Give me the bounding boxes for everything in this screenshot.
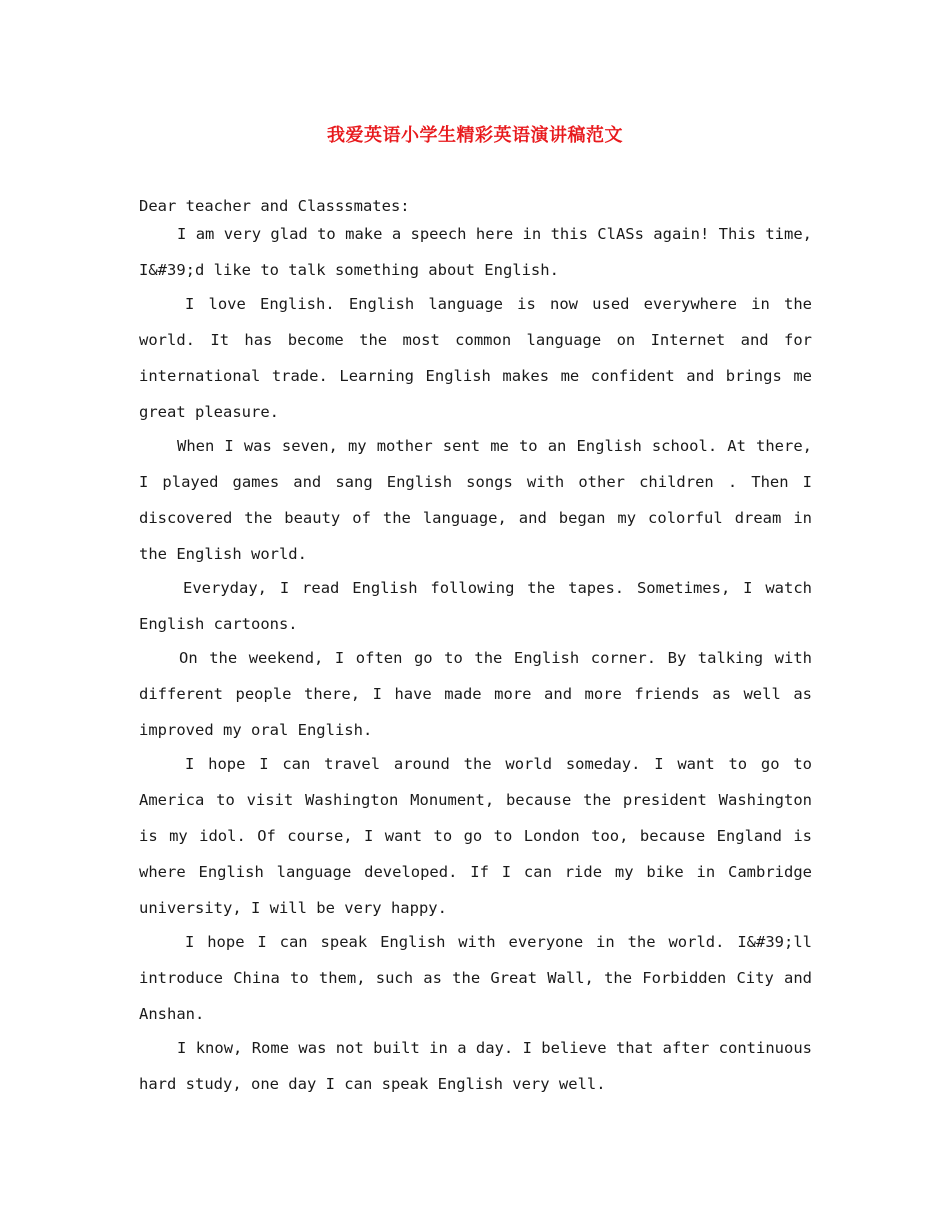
paragraph-5: On the weekend, I often go to the English corner. By talking with different people there, I have made more and more friends as well as improved my oral English. xyxy=(139,649,812,739)
paragraph-3: When I was seven, my mother sent me to an English school. At there, I played games and sang English songs with other children . Then I discovered the beauty of the language, and began my colorful dream in the English world. xyxy=(139,437,812,563)
salutation: Dear teacher and Classsmates: xyxy=(139,197,410,215)
document-title: 我爱英语小学生精彩英语演讲稿范文 xyxy=(327,125,623,146)
document-body xyxy=(139,194,812,1102)
paragraph-2: I love English. English language is now used everywhere in the world. It has become the most common language on Internet and for international trade. Learning English makes me confident and brings me great pleasure. xyxy=(139,295,812,421)
paragraph-4: Everyday, I read English following the tapes. Sometimes, I watch English cartoons. xyxy=(139,579,812,633)
paragraph-8: I know, Rome was not built in a day. I believe that after continuous hard study, one day I can speak English very well. xyxy=(139,1039,812,1093)
paragraph-1: I am very glad to make a speech here in this ClASs again! This time, I&#39;d like to talk something about English. xyxy=(139,225,812,279)
paragraph-7: I hope I can speak English with everyone in the world. I&#39;ll introduce China to them, such as the Great Wall, the Forbidden City and Anshan. xyxy=(139,933,812,1023)
paragraph-6: I hope I can travel around the world someday. I want to go to America to visit Washington Monument, because the president Washington is my idol. Of course, I want to go to London too, because England is where English language developed. If I can ride my bike in Cambridge university, I will be very happy. xyxy=(139,755,812,917)
